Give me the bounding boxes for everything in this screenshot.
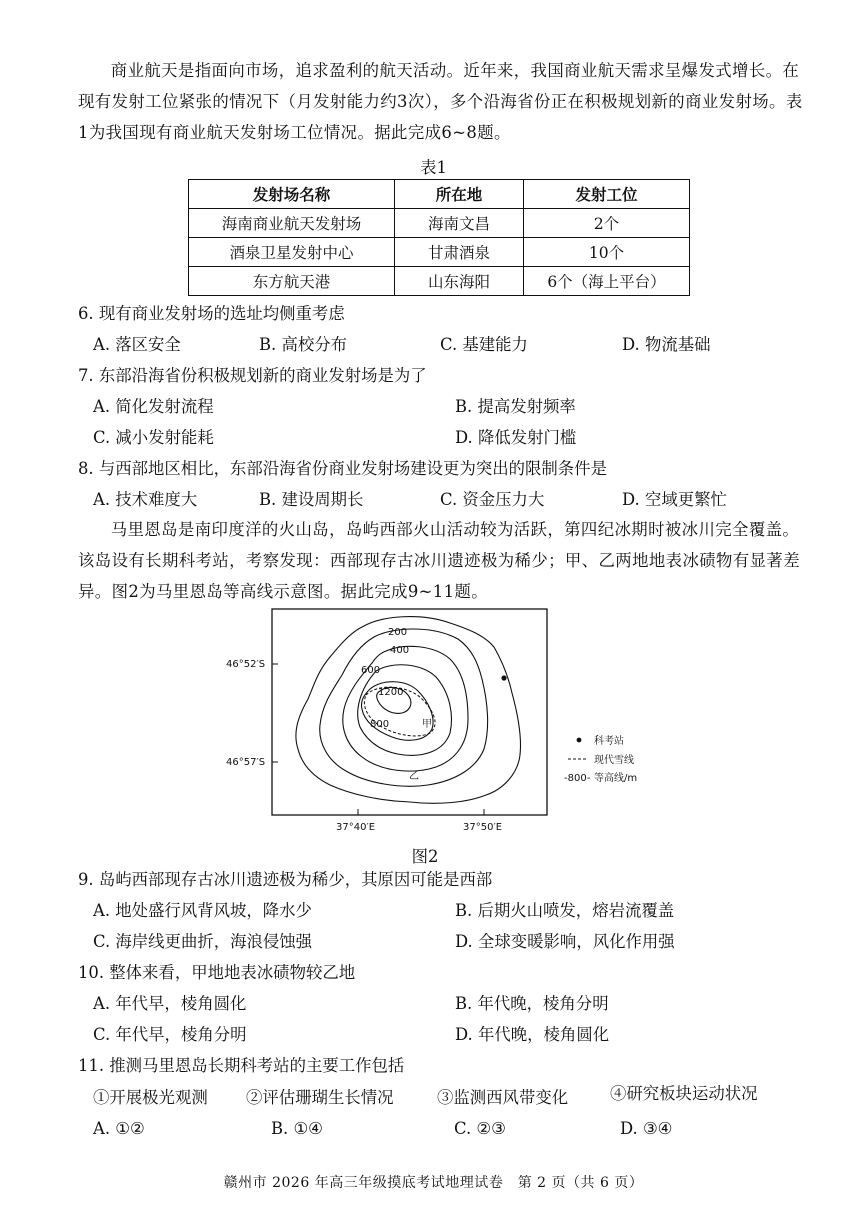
table-cell: 海南商业航天发射场 bbox=[189, 209, 395, 238]
legend-station-label: 科考站 bbox=[594, 736, 624, 747]
q11-option-b[interactable]: B. ①④ bbox=[271, 1119, 323, 1138]
q10-option-d[interactable]: D. 年代晚，棱角圆化 bbox=[455, 1025, 610, 1044]
q8-option-b[interactable]: B. 建设周期长 bbox=[259, 490, 364, 509]
q9-option-c[interactable]: C. 海岸线更曲折，海浪侵蚀强 bbox=[93, 932, 313, 951]
table-header-cell: 所在地 bbox=[395, 180, 524, 209]
question-11-stem: 11. 推测马里恩岛长期科考站的主要工作包括 bbox=[78, 1056, 405, 1075]
question-10-stem: 10. 整体来看，甲地地表冰碛物较乙地 bbox=[78, 963, 356, 982]
table-cell: 10个 bbox=[524, 238, 690, 267]
table-cell: 山东海阳 bbox=[395, 267, 524, 296]
q7-option-c[interactable]: C. 减小发射能耗 bbox=[93, 428, 214, 447]
legend-snowline-label: 现代雪线 bbox=[594, 755, 634, 766]
table-cell: 海南文昌 bbox=[395, 209, 524, 238]
place-jia-label: 甲 bbox=[422, 719, 432, 730]
contour-label-800: 800 bbox=[370, 719, 390, 730]
q11-option-d[interactable]: D. ③④ bbox=[620, 1119, 673, 1138]
question-6-stem: 6. 现有商业发射场的选址均侧重考虑 bbox=[78, 304, 345, 323]
table-cell: 2个 bbox=[524, 209, 690, 238]
lon-label-1: 37°40′E bbox=[336, 822, 376, 833]
page-footer: 赣州市 2026 年高三年级摸底考试地理试卷 第 2 页（共 6 页） bbox=[223, 1175, 644, 1191]
q6-option-a[interactable]: A. 落区安全 bbox=[93, 335, 181, 354]
q6-option-c[interactable]: C. 基建能力 bbox=[440, 335, 528, 354]
table-caption: 表1 bbox=[420, 158, 447, 177]
q11-item-4: ④研究板块运动状况 bbox=[610, 1084, 758, 1103]
q7-option-b[interactable]: B. 提高发射频率 bbox=[455, 397, 576, 416]
table-row bbox=[189, 238, 690, 267]
q9-option-b[interactable]: B. 后期火山喷发，熔岩流覆盖 bbox=[455, 901, 675, 920]
q9-option-a[interactable]: A. 地处盛行风背风坡，降水少 bbox=[93, 901, 312, 920]
q6-option-d[interactable]: D. 物流基础 bbox=[622, 335, 711, 354]
q8-option-d[interactable]: D. 空域更繁忙 bbox=[622, 490, 727, 509]
figure-caption: 图2 bbox=[411, 847, 439, 866]
q10-option-a[interactable]: A. 年代早，棱角圆化 bbox=[93, 994, 247, 1013]
legend-contour-sample: -800- bbox=[564, 773, 591, 784]
question-9-stem: 9. 岛屿西部现存古冰川遗迹极为稀少，其原因可能是西部 bbox=[78, 870, 493, 889]
table-cell: 东方航天港 bbox=[189, 267, 395, 296]
table-header-cell: 发射工位 bbox=[524, 180, 690, 209]
q11-item-2: ②评估珊瑚生长情况 bbox=[246, 1088, 394, 1107]
table-row bbox=[189, 209, 690, 238]
marion-island-contour-map bbox=[222, 605, 662, 840]
q8-option-c[interactable]: C. 资金压力大 bbox=[440, 490, 545, 509]
contour-label-1200: 1200 bbox=[378, 687, 404, 698]
table-cell: 6个（海上平台） bbox=[524, 267, 690, 296]
question-8-stem: 8. 与西部地区相比，东部沿海省份商业发射场建设更为突出的限制条件是 bbox=[78, 459, 607, 478]
legend-station-symbol bbox=[577, 738, 582, 743]
lon-label-2: 37°50′E bbox=[463, 822, 503, 833]
table-row bbox=[189, 267, 690, 296]
q10-option-c[interactable]: C. 年代早，棱角分明 bbox=[93, 1025, 247, 1044]
contour-600 bbox=[358, 665, 452, 756]
contour-label-200: 200 bbox=[388, 627, 408, 638]
map-frame bbox=[272, 609, 547, 815]
place-yi-label: 乙 bbox=[409, 771, 419, 782]
lat-label-2: 46°57′S bbox=[226, 757, 266, 768]
q11-item-1: ①开展极光观测 bbox=[93, 1088, 208, 1107]
launch-site-table bbox=[188, 179, 690, 296]
q11-option-c[interactable]: C. ②③ bbox=[454, 1119, 506, 1138]
research-station-marker bbox=[501, 675, 506, 680]
q7-option-a[interactable]: A. 简化发射流程 bbox=[93, 397, 214, 416]
q11-option-a[interactable]: A. ①② bbox=[93, 1119, 145, 1138]
table-header-row bbox=[189, 180, 690, 209]
table-header-cell: 发射场名称 bbox=[189, 180, 395, 209]
question-7-stem: 7. 东部沿海省份积极规划新的商业发射场是为了 bbox=[78, 366, 427, 385]
q11-item-3: ③监测西风带变化 bbox=[437, 1088, 569, 1107]
contour-label-400: 400 bbox=[390, 645, 410, 656]
q6-option-b[interactable]: B. 高校分布 bbox=[259, 335, 348, 354]
q7-option-d[interactable]: D. 降低发射门槛 bbox=[455, 428, 577, 447]
q9-option-d[interactable]: D. 全球变暖影响，风化作用强 bbox=[455, 932, 675, 951]
table-cell: 酒泉卫星发射中心 bbox=[189, 238, 395, 267]
table-cell: 甘肃酒泉 bbox=[395, 238, 524, 267]
intro-paragraph-2: 马里恩岛是南印度洋的火山岛，岛屿西部火山活动较为活跃，第四纪冰期时被冰川完全覆盖。该岛设有长期科考站，考察发现：西部现存古冰川遗迹极为稀少；甲、乙两地地表冰碛物有显著差异。图2为马里恩岛等高线示意图。据此完成9~11题。 bbox=[78, 520, 800, 601]
legend-contour-label: 等高线/m bbox=[594, 773, 638, 784]
q8-option-a[interactable]: A. 技术难度大 bbox=[93, 490, 198, 509]
lat-label-1: 46°52′S bbox=[226, 659, 266, 670]
q10-option-b[interactable]: B. 年代晚，棱角分明 bbox=[455, 994, 609, 1013]
contour-label-600: 600 bbox=[361, 665, 381, 676]
intro-paragraph-1: 商业航天是指面向市场，追求盈利的航天活动。近年来，我国商业航天需求呈爆发式增长。在现有发射工位紧张的情况下（月发射能力约3次），多个沿海省份正在积极规划新的商业发射场。表1为我国现有商业航天发射场工位情况。据此完成6~8题。 bbox=[78, 61, 803, 142]
